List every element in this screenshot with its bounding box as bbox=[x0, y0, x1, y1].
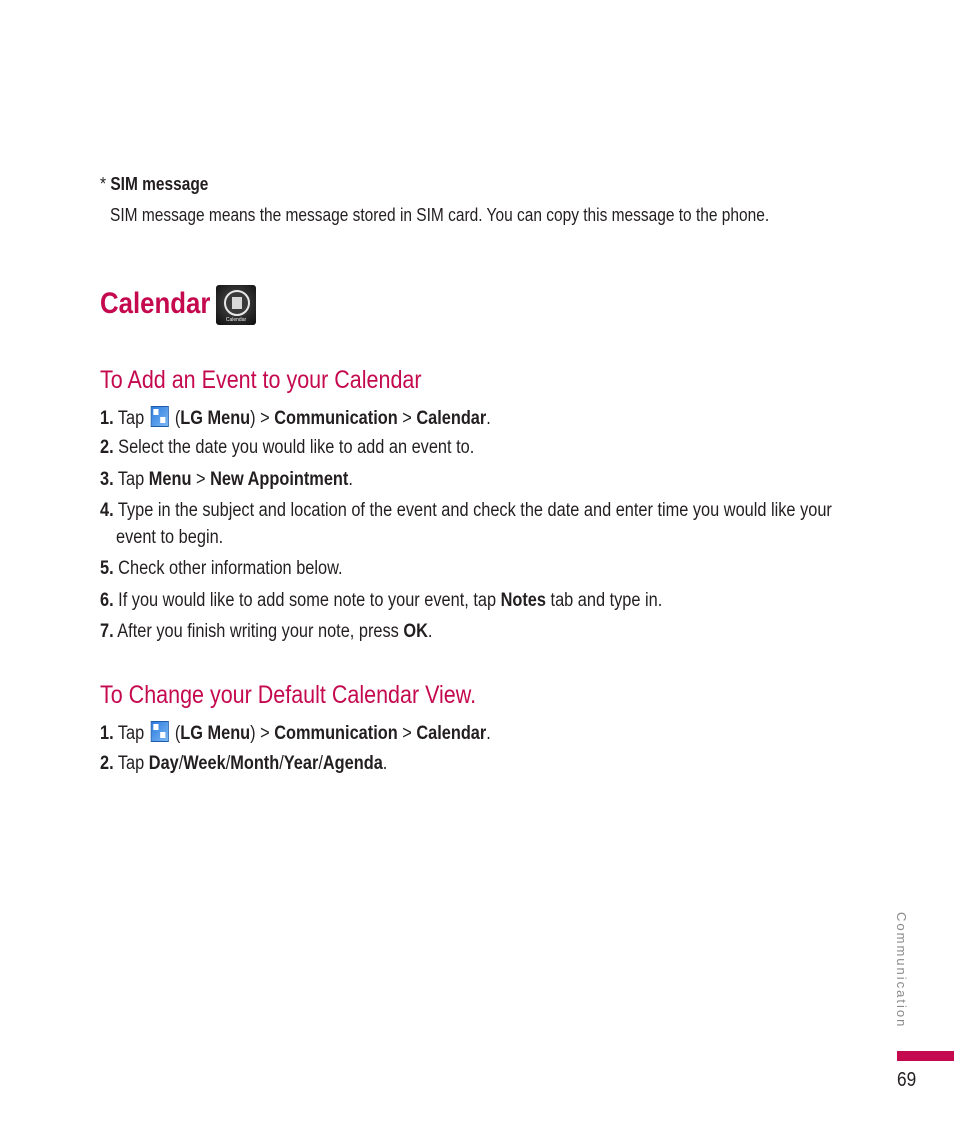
add-event-heading: To Add an Event to your Calendar bbox=[100, 366, 422, 394]
section-tab-text: Communication bbox=[894, 912, 909, 1029]
separator: / bbox=[225, 753, 231, 774]
step-text: Tap bbox=[117, 753, 149, 774]
add-step-1 bbox=[100, 406, 491, 430]
add-step-4-continued: event to begin. bbox=[116, 527, 224, 548]
lg-menu-label: LG Menu bbox=[180, 408, 251, 429]
separator: / bbox=[178, 753, 184, 774]
section-tab-bar bbox=[897, 1051, 954, 1061]
step-number: 4. bbox=[100, 500, 114, 521]
separator: / bbox=[279, 753, 284, 774]
step-number: 5. bbox=[100, 558, 114, 579]
asterisk: * bbox=[100, 174, 111, 194]
calendar-icon-ring bbox=[224, 290, 250, 316]
separator: / bbox=[318, 753, 323, 774]
step-text: Type in the subject and location of the event and check the date and enter time you would like your bbox=[117, 500, 832, 521]
step-text: Tap bbox=[117, 469, 149, 490]
step-text: . bbox=[382, 753, 388, 774]
notes-label: Notes bbox=[500, 590, 546, 611]
agenda-label: Agenda bbox=[322, 753, 383, 774]
step-number: 7. bbox=[100, 621, 114, 642]
calendar-label: Calendar bbox=[416, 408, 487, 429]
step-number: 2. bbox=[100, 753, 114, 774]
add-step-6 bbox=[100, 590, 662, 612]
step-text: > bbox=[191, 469, 211, 490]
year-label: Year bbox=[283, 753, 319, 774]
step-text: tab and type in. bbox=[545, 590, 663, 611]
step-text: Select the date you would like to add an event to. bbox=[118, 437, 475, 458]
add-step-7 bbox=[100, 621, 432, 643]
step-text: > bbox=[397, 723, 417, 744]
change-step-2 bbox=[100, 753, 387, 775]
step-text: ) > bbox=[250, 408, 275, 429]
add-step-5 bbox=[100, 558, 343, 580]
step-text: . bbox=[486, 723, 491, 744]
section-tab-label bbox=[894, 912, 916, 1032]
step-number: 3. bbox=[100, 469, 114, 490]
page-number: 69 bbox=[897, 1069, 917, 1091]
sim-message-title bbox=[100, 174, 208, 195]
step-number: 1. bbox=[100, 408, 114, 429]
communication-label: Communication bbox=[274, 723, 398, 744]
calendar-label: Calendar bbox=[416, 723, 487, 744]
change-view-heading: To Change your Default Calendar View. bbox=[100, 681, 477, 709]
sim-message-description: SIM message means the message stored in SIM card. You can copy this message to the phone. bbox=[110, 205, 770, 225]
step-text: ) > bbox=[250, 723, 275, 744]
calendar-app-icon bbox=[216, 285, 256, 325]
sim-message-label: SIM message bbox=[110, 174, 209, 194]
new-appointment-label: New Appointment bbox=[210, 469, 349, 490]
step-text: After you finish writing your note, press bbox=[117, 621, 404, 642]
step-text: ( bbox=[170, 723, 181, 744]
lg-menu-label: LG Menu bbox=[180, 723, 251, 744]
step-text: > bbox=[397, 408, 417, 429]
step-text: ( bbox=[170, 408, 181, 429]
lg-menu-icon bbox=[150, 406, 168, 427]
month-label: Month bbox=[230, 753, 280, 774]
ok-label: OK bbox=[403, 621, 428, 642]
menu-label: Menu bbox=[148, 469, 192, 490]
day-label: Day bbox=[148, 753, 179, 774]
step-text: . bbox=[486, 408, 491, 429]
change-step-1 bbox=[100, 721, 491, 745]
step-text: . bbox=[427, 621, 433, 642]
step-text: Tap bbox=[117, 723, 149, 744]
step-number: 1. bbox=[100, 723, 114, 744]
step-number: 6. bbox=[100, 590, 114, 611]
calendar-icon-caption: Calendar bbox=[225, 317, 247, 323]
step-text: . bbox=[348, 469, 353, 490]
step-text: Check other information below. bbox=[118, 558, 343, 579]
step-text: If you would like to add some note to your event, tap bbox=[118, 590, 501, 611]
week-label: Week bbox=[183, 753, 226, 774]
calendar-heading: Calendar bbox=[100, 287, 211, 320]
add-step-2 bbox=[100, 437, 474, 459]
calendar-icon-page bbox=[232, 297, 242, 309]
add-step-4 bbox=[100, 500, 832, 522]
add-step-3 bbox=[100, 469, 353, 491]
step-number: 2. bbox=[100, 437, 114, 458]
communication-label: Communication bbox=[274, 408, 398, 429]
step-text: Tap bbox=[117, 408, 149, 429]
lg-menu-icon bbox=[150, 721, 168, 742]
